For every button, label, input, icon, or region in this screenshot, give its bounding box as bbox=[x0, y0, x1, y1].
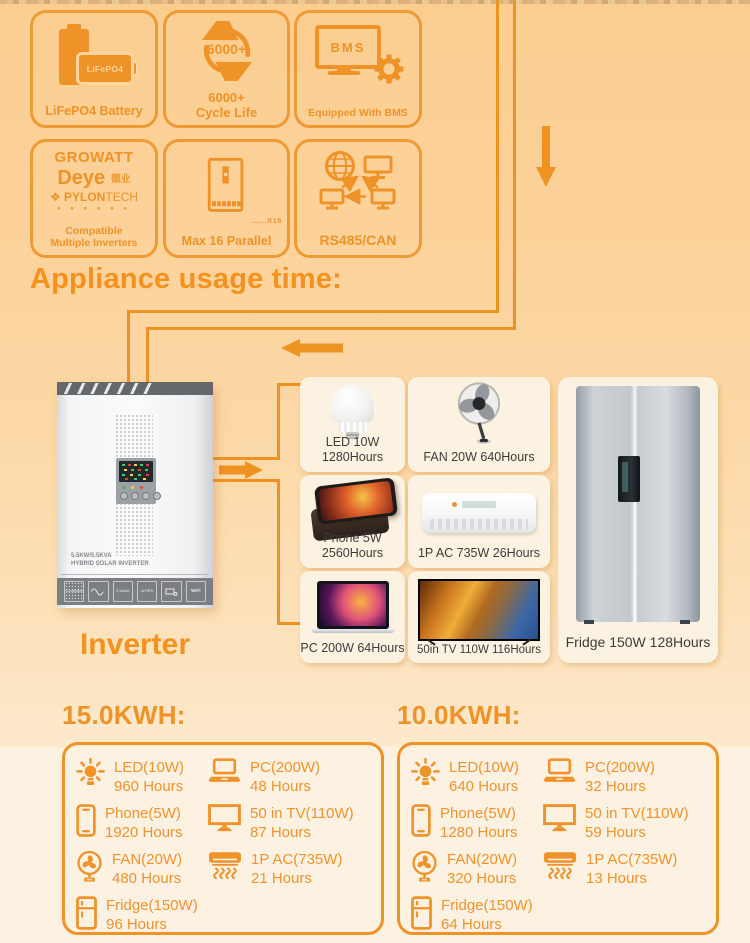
connector-line bbox=[212, 479, 280, 482]
led-icon bbox=[76, 758, 105, 787]
table-row: LED(10W) 960 Hours bbox=[76, 758, 184, 796]
ac-icon bbox=[208, 850, 242, 881]
battery-icon bbox=[33, 13, 155, 95]
top-edge-artifact bbox=[0, 0, 750, 4]
capacity-heading-15kwh: 15.0KWH: bbox=[62, 700, 186, 730]
table-row: 50 in TV(110W) 87 Hours bbox=[208, 804, 354, 842]
feature-badge-cycle-life bbox=[163, 10, 290, 128]
card-label: 1P AC 735W 26Hours bbox=[417, 546, 541, 561]
card-label: FAN 20W 640Hours bbox=[423, 450, 535, 465]
fan-icon bbox=[76, 850, 103, 882]
table-row: LED(10W) 640 Hours bbox=[411, 758, 519, 796]
usage-table-15kwh bbox=[62, 742, 384, 935]
inverter-feature-strip bbox=[57, 578, 213, 605]
work-icon: WORK bbox=[137, 581, 157, 602]
appliance-card-fan bbox=[408, 377, 550, 472]
fan-image bbox=[446, 381, 512, 447]
table-row: Fridge(150W) 96 Hours bbox=[76, 896, 198, 934]
left-arrow-icon bbox=[281, 339, 343, 357]
inverter-vent-strip bbox=[57, 382, 213, 395]
connector-line bbox=[146, 327, 149, 383]
bms-monitor-icon bbox=[315, 25, 381, 69]
fridge-image bbox=[576, 386, 700, 622]
capacity-heading-10kwh: 10.0KWH: bbox=[397, 700, 521, 730]
connector-line bbox=[127, 310, 130, 383]
card-label: 50in TV 110W 116Hours bbox=[416, 643, 541, 656]
bms-screen-text: BMS bbox=[330, 39, 366, 55]
card-label: PC 200W 64Hours bbox=[300, 641, 405, 656]
pc-icon bbox=[543, 758, 576, 783]
network-globe-icon bbox=[297, 150, 419, 216]
appliance-card-ac bbox=[408, 475, 550, 568]
pylontech-logo: ❖ PYLONTECH bbox=[49, 190, 139, 205]
usage-table-10kwh bbox=[397, 742, 719, 935]
dots-row: ● ● ● ● ● ● bbox=[56, 206, 132, 213]
tv-icon bbox=[208, 804, 241, 832]
growatt-logo: GROWATT bbox=[54, 149, 134, 166]
table-row: FAN(20W) 320 Hours bbox=[411, 850, 517, 888]
wifi-icon: WiFi bbox=[186, 581, 206, 602]
fridge-icon bbox=[411, 896, 432, 930]
table-row: 1P AC(735W) 13 Hours bbox=[543, 850, 677, 888]
sine-wave-icon bbox=[88, 581, 108, 602]
connector-line bbox=[513, 0, 516, 330]
appliance-card-phone bbox=[300, 475, 405, 568]
appliance-card-pc bbox=[300, 571, 405, 663]
table-row: 1P AC(735W) 21 Hours bbox=[208, 850, 342, 888]
feature-badge-rs485-can bbox=[294, 139, 422, 258]
battery-text: LiFePO4 bbox=[86, 63, 124, 74]
appliance-card-led bbox=[300, 377, 405, 472]
inverter-model-text: 5.5KW/5.5KVA HYBRID SOLAR INVERTER bbox=[71, 553, 149, 568]
connector-line bbox=[127, 310, 499, 313]
feature-badge-bms bbox=[294, 10, 422, 128]
connector-line bbox=[212, 457, 280, 460]
feature-badge-compatible-inverters bbox=[30, 139, 158, 258]
card-label: Phone 5W 2560Hours bbox=[321, 530, 384, 561]
badge-label: Equipped With BMS bbox=[308, 106, 408, 119]
badge-label: Compatible Multiple Inverters bbox=[50, 224, 138, 249]
table-row: 50 in TV(110W) 59 Hours bbox=[543, 804, 689, 842]
table-row: Fridge(150W) 64 Hours bbox=[411, 896, 533, 934]
pc-icon bbox=[208, 758, 241, 783]
table-row: PC(200W) 32 Hours bbox=[543, 758, 655, 796]
badge-label: 6000+ Cycle Life bbox=[195, 90, 258, 121]
badge-label: LiFePO4 Battery bbox=[45, 103, 143, 118]
parallel-cabinet-icon bbox=[166, 150, 287, 224]
controller-icon: Controller bbox=[64, 581, 84, 602]
phone-icon bbox=[76, 804, 96, 837]
fridge-icon bbox=[76, 896, 97, 930]
gear-icon bbox=[373, 53, 405, 85]
mode-icon: 3 Mode bbox=[113, 581, 133, 602]
fan-icon bbox=[411, 850, 438, 882]
inverter-label: Inverter bbox=[79, 628, 191, 661]
monitor-gear-icon bbox=[161, 581, 181, 602]
connector-line bbox=[496, 0, 499, 313]
card-label: Fridge 150W 128Hours bbox=[565, 633, 711, 650]
appliance-card-tv bbox=[408, 571, 550, 663]
tv-icon bbox=[543, 804, 576, 832]
x16-text: ......X16 bbox=[251, 216, 282, 225]
right-arrow-icon bbox=[219, 461, 263, 479]
section-heading: Appliance usage time: bbox=[30, 263, 342, 295]
inverter-lcd bbox=[119, 461, 153, 482]
deye-logo: Deye 德业 bbox=[57, 166, 131, 189]
connector-line bbox=[146, 327, 516, 330]
inverter-image bbox=[57, 382, 213, 608]
connector-line bbox=[277, 383, 302, 386]
table-row: PC(200W) 48 Hours bbox=[208, 758, 320, 796]
ac-image bbox=[422, 493, 536, 533]
ac-icon bbox=[543, 850, 577, 881]
badge-label: Max 16 Parallel bbox=[181, 233, 272, 248]
table-row: FAN(20W) 480 Hours bbox=[76, 850, 182, 888]
led-icon bbox=[411, 758, 440, 787]
card-label: LED 10W 1280Hours bbox=[321, 434, 384, 465]
feature-badge-lifepo4-battery bbox=[30, 10, 158, 128]
phone-icon bbox=[411, 804, 431, 837]
connector-line bbox=[277, 383, 280, 460]
connector-line bbox=[277, 479, 280, 625]
table-row: Phone(5W) 1920 Hours bbox=[76, 804, 183, 842]
inverter-control-panel bbox=[116, 458, 156, 504]
connector-line bbox=[277, 622, 302, 625]
table-row: Phone(5W) 1280 Hours bbox=[411, 804, 518, 842]
feature-badge-parallel bbox=[163, 139, 290, 258]
cycle-count-text: 6000+ bbox=[206, 41, 247, 57]
badge-label: RS485/CAN bbox=[319, 231, 397, 248]
down-arrow-icon bbox=[536, 126, 556, 187]
appliance-card-fridge bbox=[558, 377, 718, 663]
